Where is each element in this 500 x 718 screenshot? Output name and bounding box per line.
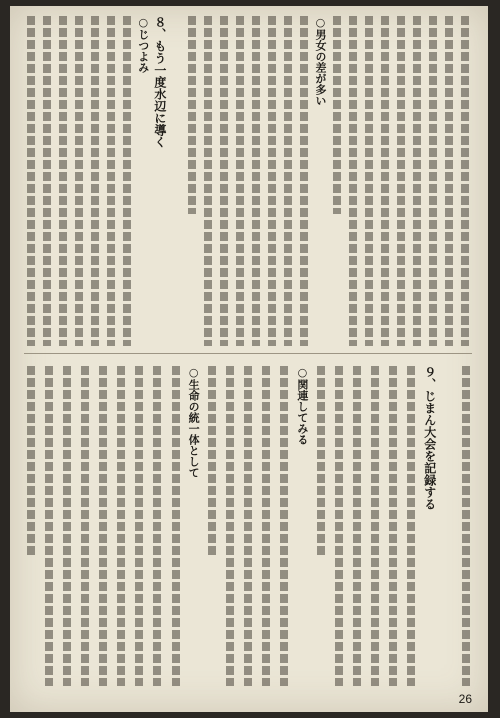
- text-column: [151, 366, 164, 686]
- subheading-column: [314, 16, 327, 346]
- subheading-seimei: ○生命の統一体として: [187, 366, 201, 478]
- text-column: [105, 16, 118, 346]
- text-column: [40, 16, 53, 346]
- text-column: [72, 16, 85, 346]
- text-column: [60, 366, 73, 686]
- text-column: [368, 366, 381, 686]
- text-column: [387, 366, 400, 686]
- section-8-heading: ８、もう一度水辺に導く: [152, 16, 167, 148]
- text-column: [121, 16, 134, 346]
- text-column: [56, 16, 69, 346]
- text-column: [395, 16, 408, 346]
- text-column: [24, 366, 37, 686]
- tier-divider: [24, 353, 472, 354]
- text-column: [282, 16, 295, 346]
- text-column: [405, 366, 418, 686]
- subheading-kansatsu: ○関連してみる: [295, 366, 309, 445]
- text-column: [378, 16, 391, 346]
- text-column: [298, 16, 311, 346]
- page-number: 26: [458, 692, 472, 706]
- text-column: [217, 16, 230, 346]
- text-column: [115, 366, 128, 686]
- text-column: [362, 16, 375, 346]
- text-column: [346, 16, 359, 346]
- text-column: [278, 366, 291, 686]
- text-column: [260, 366, 273, 686]
- text-column: [459, 366, 472, 686]
- text-column: [42, 366, 55, 686]
- text-column: [133, 366, 146, 686]
- text-column: [250, 16, 263, 346]
- text-column: [266, 16, 279, 346]
- column-gap: [169, 16, 182, 346]
- subheading-tsuyomi: ○じつよみ: [136, 16, 150, 73]
- text-column: [185, 16, 198, 346]
- text-column: [411, 16, 424, 346]
- text-column: [169, 366, 182, 686]
- text-column: [330, 16, 343, 346]
- upper-text-tier: [24, 16, 472, 346]
- text-column: [350, 366, 363, 686]
- section-heading-column: [423, 366, 436, 686]
- text-column: [332, 366, 345, 686]
- text-column: [88, 16, 101, 346]
- column-gap: [441, 366, 454, 686]
- text-column: [242, 366, 255, 686]
- subheading-column: [137, 16, 150, 346]
- text-column: [78, 366, 91, 686]
- text-column: [205, 366, 218, 686]
- text-column: [459, 16, 472, 346]
- magazine-page: [10, 6, 488, 712]
- text-column: [314, 366, 327, 686]
- lower-text-tier: [24, 366, 472, 686]
- text-column: [233, 16, 246, 346]
- text-column: [223, 366, 236, 686]
- text-column: [443, 16, 456, 346]
- section-9-heading: ９、じまん大会を記録する: [422, 366, 437, 510]
- text-column: [427, 16, 440, 346]
- subheading-column: [296, 366, 309, 686]
- section-heading-column: [153, 16, 166, 346]
- text-column: [201, 16, 214, 346]
- text-column: [24, 16, 37, 346]
- text-column: [97, 366, 110, 686]
- subheading-column: [187, 366, 200, 686]
- subheading-danjo: ○男女の差が多い: [313, 16, 327, 106]
